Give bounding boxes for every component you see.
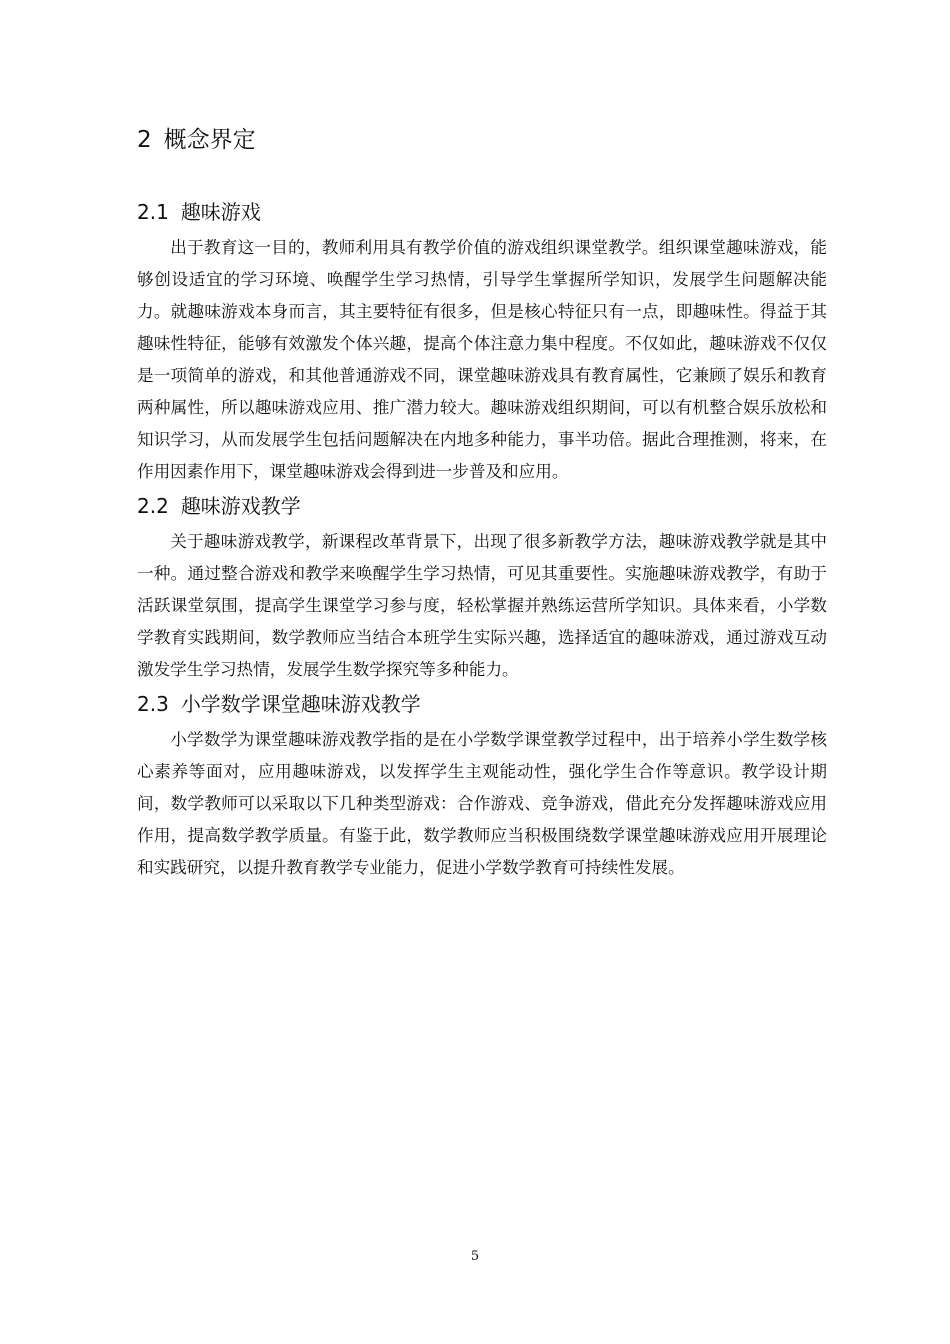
section-title: 趣味游戏 [180,200,261,224]
page-content [137,122,827,886]
chapter-number: 2 [137,127,152,153]
section-title: 趣味游戏教学 [180,494,301,518]
section-number: 2.3 [137,692,169,716]
page-number: 5 [470,1249,480,1264]
section-number: 2.2 [137,494,169,518]
section-paragraph-2-3: 小学数学为课堂趣味游戏教学指的是在小学数学课堂教学过程中，出于培养小学生数学核心素养等面对，应用趣味游戏，以发挥学生主观能动性，强化学生合作等意识。教学设计期间，数学教师可以采取以下几种类型游戏：合作游戏、竞争游戏，借此充分发挥趣味游戏应用作用，提高数学教学质量。有鉴于此，数学教师应当积极围绕数学课堂趣味游戏应用开展理论和实践研究，以提升教育教学专业能力，促进小学数学教育可持续性发展。 [137,730,827,877]
section-title: 小学数学课堂趣味游戏教学 [180,692,421,716]
section-paragraph-2-2: 关于趣味游戏教学，新课程改革背景下，出现了很多新教学方法，趣味游戏教学就是其中一种。通过整合游戏和教学来唤醒学生学习热情，可见其重要性。实施趣味游戏教学，有助于活跃课堂氛围，提高学生课堂学习参与度，轻松掌握并熟练运营所学知识。具体来看，小学数学教育实践期间，数学教师应当结合本班学生实际兴趣，选择适宜的趣味游戏，通过游戏互动激发学生学习热情，发展学生数学探究等多种能力。 [137,532,827,679]
chapter-heading [137,122,827,158]
section-number: 2.1 [137,200,169,224]
section-heading-2-3 [137,688,827,720]
section-heading-2-2 [137,490,827,522]
section-heading-2-1 [137,196,827,228]
section-paragraph-2-1: 出于教育这一目的，教师利用具有教学价值的游戏组织课堂教学。组织课堂趣味游戏，能够创设适宜的学习环境、唤醒学生学习热情，引导学生掌握所学知识，发展学生问题解决能力。就趣味游戏本身而言，其主要特征有很多，但是核心特征只有一点，即趣味性。得益于其趣味性特征，能够有效激发个体兴趣，提高个体注意力集中程度。不仅如此，趣味游戏不仅仅是一项简单的游戏，和其他普通游戏不同，课堂趣味游戏具有教育属性，它兼顾了娱乐和教育两种属性，所以趣味游戏应用、推广潜力较大。趣味游戏组织期间，可以有机整合娱乐放松和知识学习，从而发展学生包括问题解决在内地多种能力，事半功倍。据此合理推测，将来，在作用因素作用下，课堂趣味游戏会得到进一步普及和应用。 [137,238,827,481]
chapter-title: 概念界定 [163,127,256,153]
